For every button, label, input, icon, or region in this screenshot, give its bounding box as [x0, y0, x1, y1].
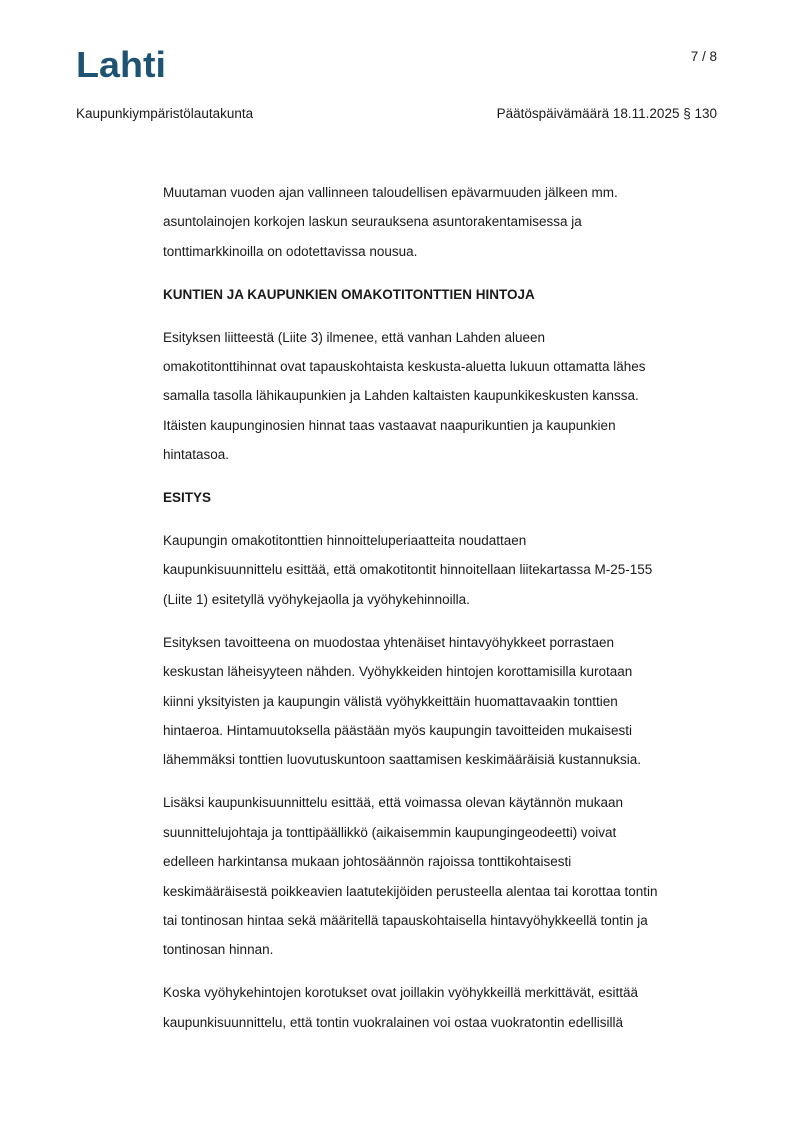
paragraph: Muutaman vuoden ajan vallinneen taloudellisen epävarmuuden jälkeen mm. asuntolainojen korkojen laskun seurauksena asuntorakentamisessa ja tonttimarkkinoilla on odotettavissa nousua.	[163, 185, 618, 259]
decision-date: Päätöspäivämäärä 18.11.2025 § 130	[496, 106, 717, 121]
page-number: 7 / 8	[690, 49, 717, 64]
section-heading: ESITYS	[163, 490, 212, 506]
lahti-logo-text: Lahti	[76, 48, 166, 82]
lahti-logo	[76, 48, 168, 82]
paragraph: Kaupungin omakotitonttien hinnoitteluperiaatteita noudattaen kaupunkisuunnittelu esittää, että omakotitontit hinnoitellaan liitekartassa M-25-155 (Liite 1) esitetyllä vyöhykejaolla ja vyöhykehinnoilla.	[163, 533, 653, 607]
section-heading: KUNTIEN JA KAUPUNKIEN OMAKOTITONTTIEN HINTOJA	[163, 286, 535, 302]
paragraph: Lisäksi kaupunkisuunnittelu esittää, että voimassa olevan käytännön mukaan suunnittelujohtaja ja tonttipäällikkö (aikaisemmin kaupungingeodeetti) voivat edelleen harkintansa mukaan johtosäännön rajoissa tonttikohtaisesti keskimääräisestä poikkeavien laatutekijöiden perusteella alentaa tai korottaa tontin tai tontinosan hintaa sekä määritellä tapauskohtaisella hintavyöhykkeellä tontin ja tontinosan hinnan.	[163, 795, 658, 958]
paragraph: Koska vyöhykehintojen korotukset ovat joillakin vyöhykkeillä merkittävät, esittää kaupunkisuunnittelu, että tontin vuokralainen voi ostaa vuokratontin edellisillä	[163, 985, 638, 1030]
document-body	[163, 178, 723, 1051]
committee-name: Kaupunkiympäristölautakunta	[76, 106, 254, 121]
paragraph: Esityksen tavoitteena on muodostaa yhtenäiset hintavyöhykkeet porrastaen keskustan läheisyyteen nähden. Vyöhykkeiden hintojen korottamisilla kurotaan kiinni yksityisten ja kaupungin välistä vyöhykkeittäin huomattavaakin tonttien hintaeroa. Hintamuutoksella päästään myös kaupungin tavoitteiden mukaisesti lähemmäksi tonttien luovutuskuntoon saattamisen keskimääräisiä kustannuksia.	[163, 634, 641, 768]
paragraph: Esityksen liitteestä (Liite 3) ilmenee, että vanhan Lahden alueen omakotitonttihinnat ovat tapauskohtaista keskusta-aluetta lukuun ottamatta lähes samalla tasolla lähikaupunkien ja Lahden kaltaisten kaupunkikeskusten kanssa. Itäisten kaupunginosien hinnat taas vastaavat naapurikuntien ja kaupunkien hintatasoa.	[163, 329, 646, 463]
